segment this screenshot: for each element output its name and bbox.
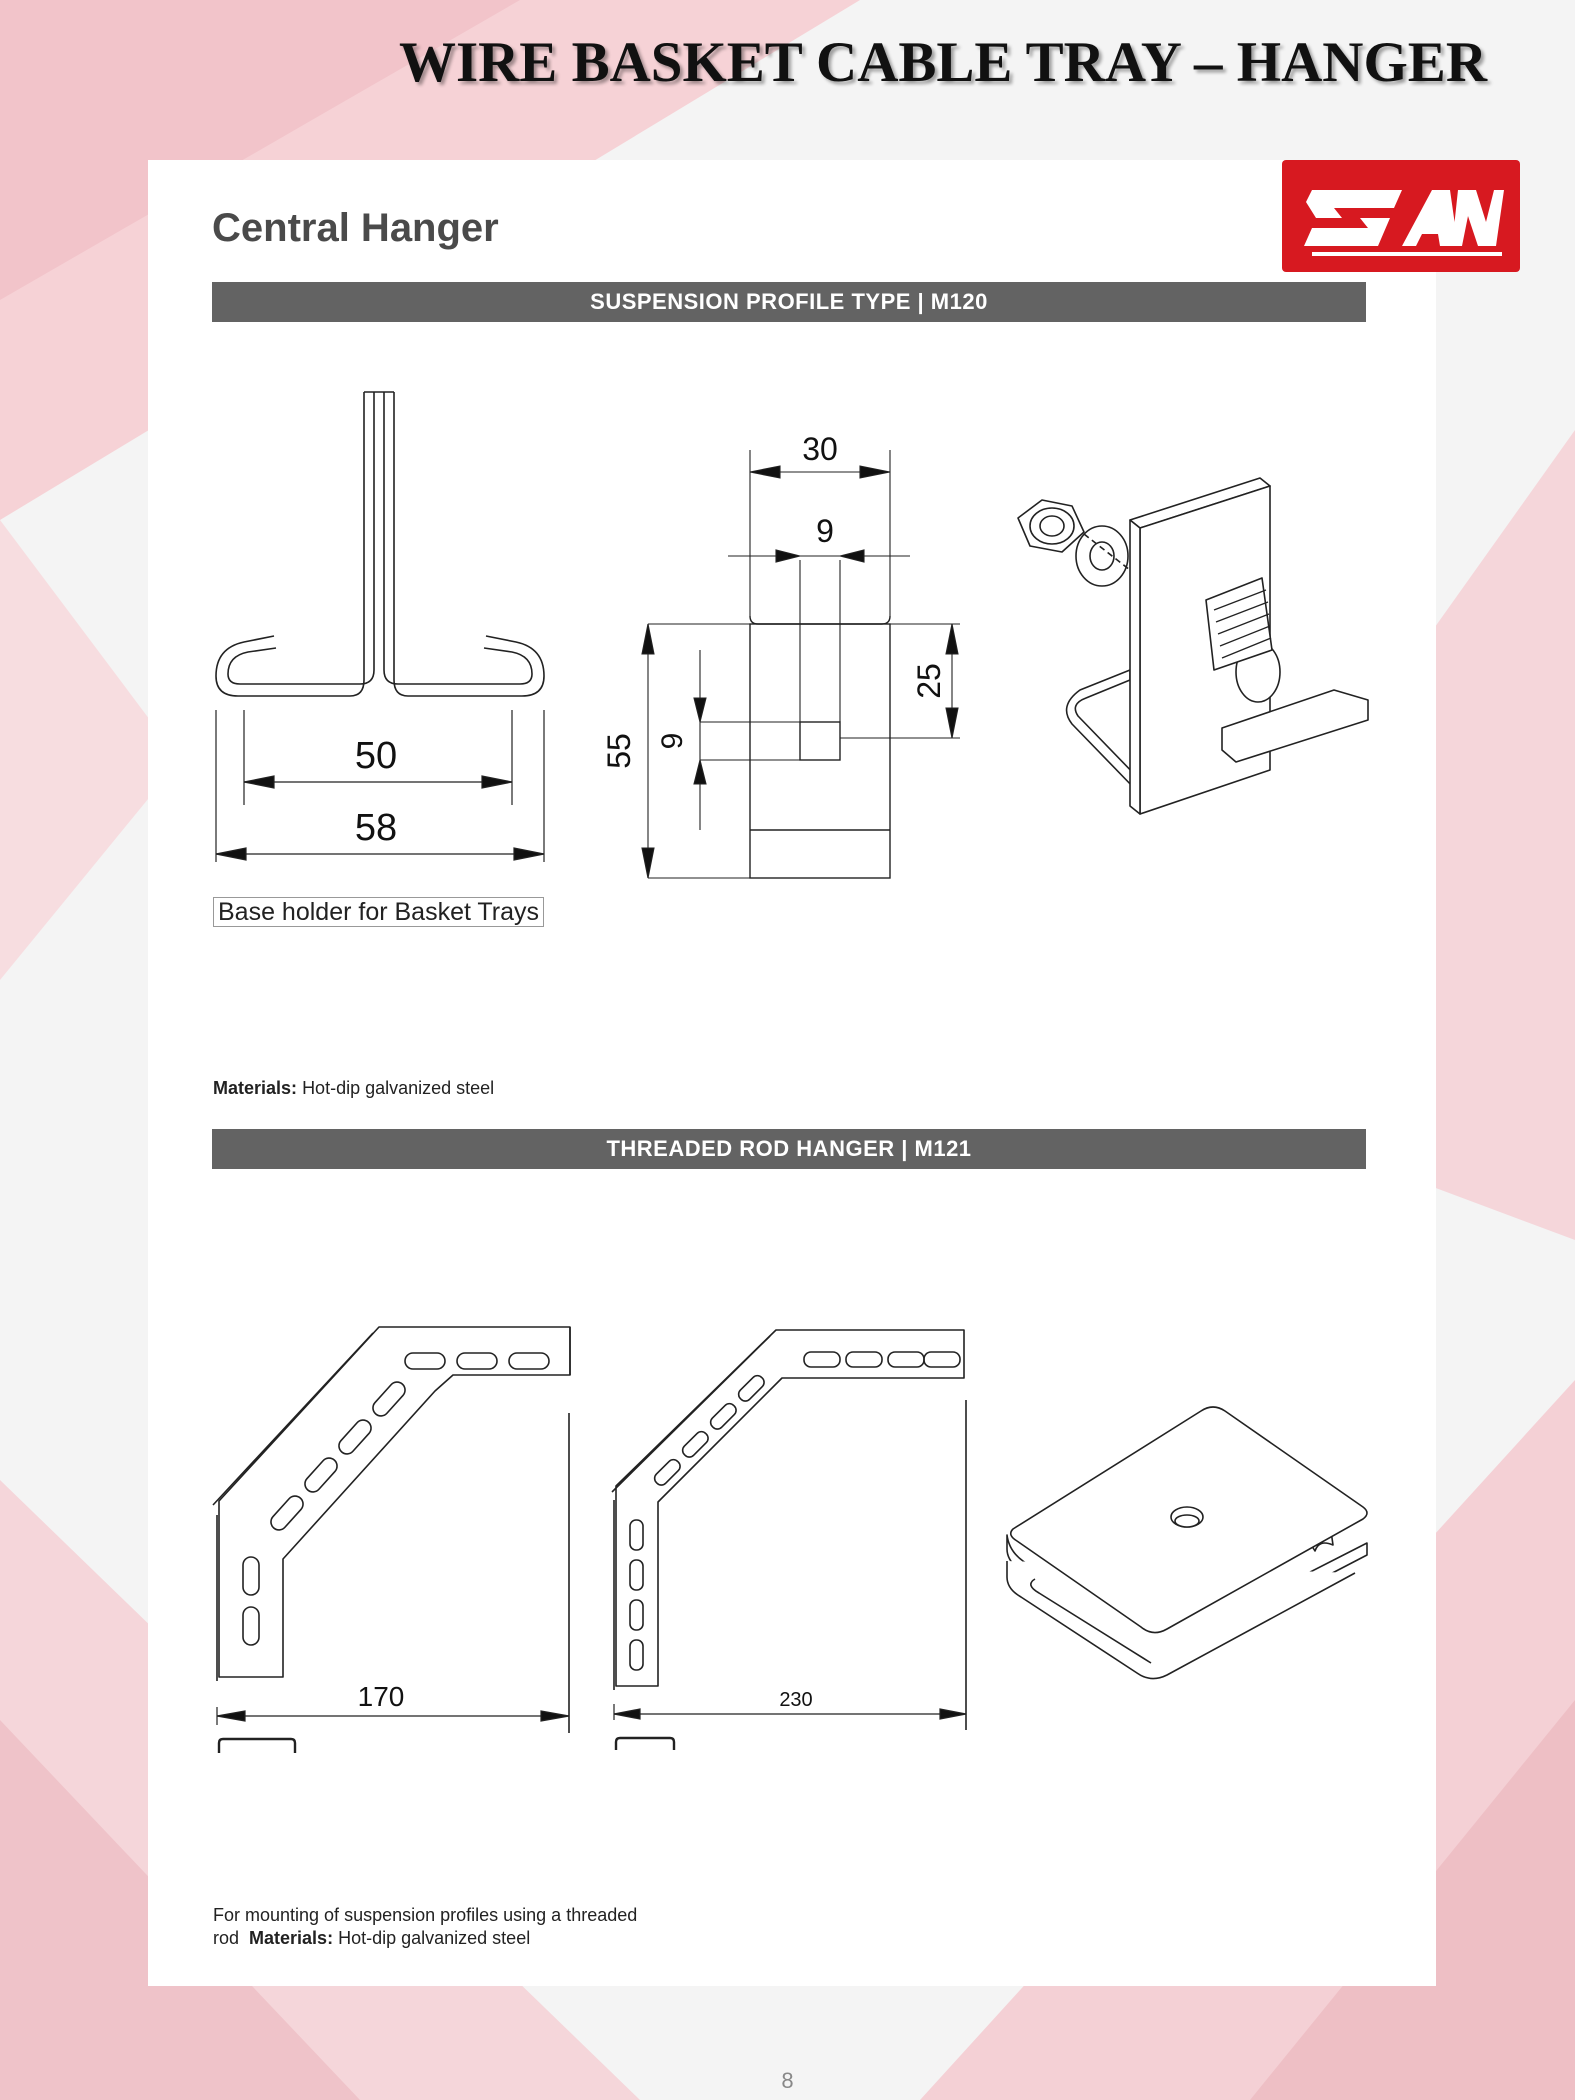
m120-plate-drawing [600,420,980,890]
m120-materials [213,1077,494,1100]
m121-note [213,1904,637,1950]
m120-materials-label: Materials: [213,1078,298,1098]
m121-hanger-170-drawing [205,1315,585,1765]
dim-hanger-230: 230 [779,1689,813,1711]
dim-hole-offset: 25 [911,663,947,699]
section-bar-m121: THREADED ROD HANGER | M121 [212,1129,1366,1169]
san-logo-icon [1282,160,1520,272]
m120-caption: Base holder for Basket Trays [213,897,544,927]
m121-isometric-drawing [995,1395,1375,1695]
page-title: WIRE BASKET CABLE TRAY – HANGER [398,31,1487,94]
page-number: 8 [781,2068,794,2093]
m121-materials-value: Hot-dip galvanized steel [338,1928,531,1948]
dim-hole-height: 9 [656,732,689,750]
dim-plate-width: 30 [802,431,838,467]
m121-hanger-230-drawing [606,1320,986,1760]
brand-logo [1282,160,1520,272]
section-title: Central Hanger [212,206,499,250]
m120-materials-value: Hot-dip galvanized steel [302,1078,495,1098]
m120-isometric-drawing [990,470,1390,850]
dim-hanger-170: 170 [357,1681,405,1712]
dim-hole-width: 9 [816,513,834,549]
section-bar-m120: SUSPENSION PROFILE TYPE | M120 [212,282,1366,322]
dim-inner-width: 50 [354,735,398,777]
dim-outer-width: 58 [354,807,398,849]
m120-profile-drawing [200,380,560,880]
m121-note-text: For mounting of suspension profiles using a threaded [213,1905,638,1925]
m121-materials-label: Materials: [249,1928,334,1948]
m121-note-text-2: rod [213,1928,240,1948]
dim-plate-height: 55 [601,733,637,769]
